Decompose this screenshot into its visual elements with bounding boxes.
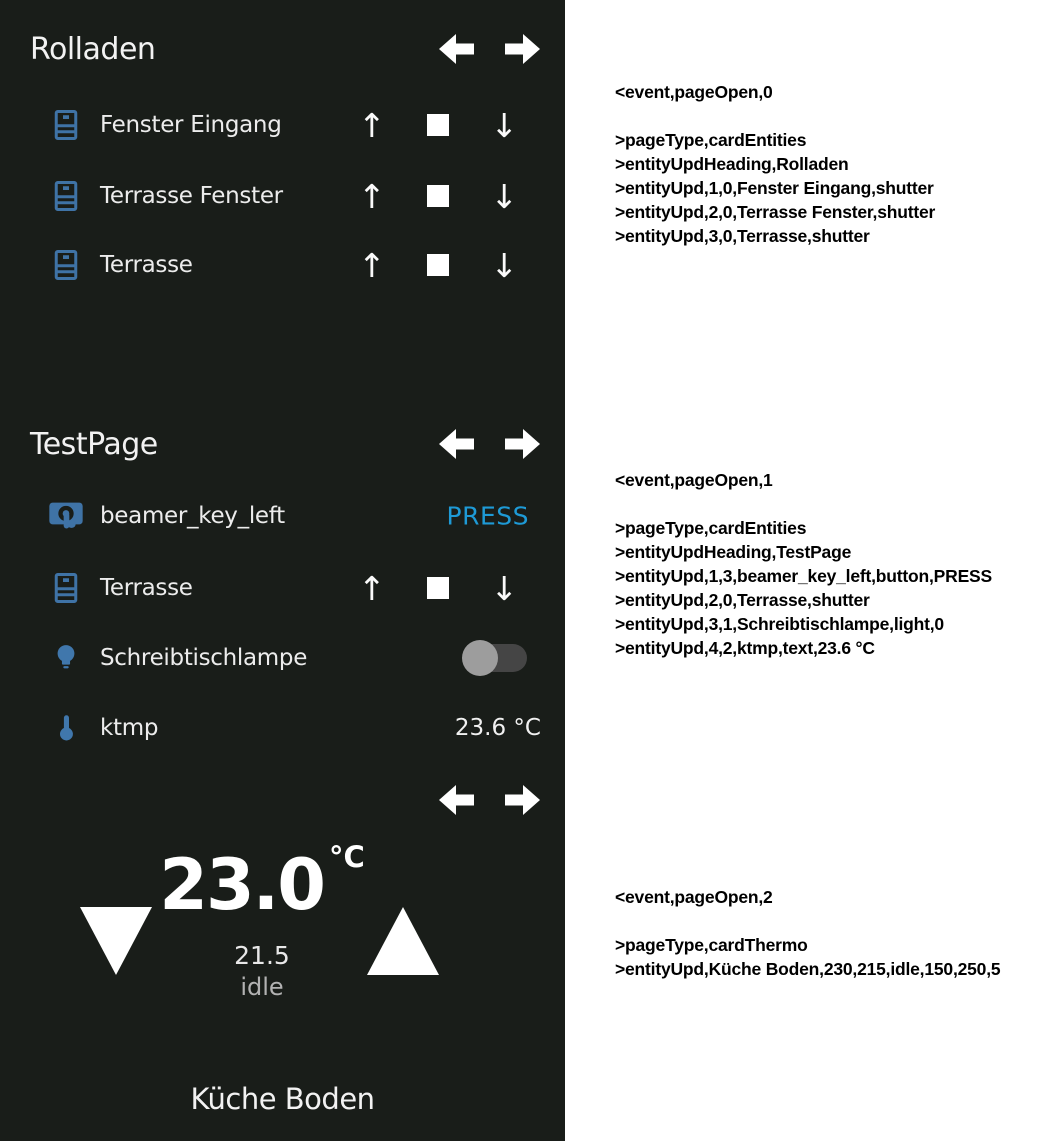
entity-label: Fenster Eingang [100, 112, 282, 138]
entity-row [46, 706, 542, 750]
shutter-up-button[interactable]: ↑ [358, 568, 386, 608]
stop-icon [427, 185, 449, 207]
thermostat-name: Küche Boden [190, 1082, 375, 1116]
entity-label: Terrasse Fenster [100, 183, 283, 209]
lightbulb-icon [46, 637, 86, 679]
protocol-block-page0 [615, 80, 935, 248]
nav-left-icon[interactable] [437, 783, 477, 817]
entity-label: Terrasse [100, 252, 193, 278]
entity-label: Terrasse [100, 575, 193, 601]
protocol-line: >entityUpdHeading,Rolladen [615, 154, 849, 174]
shutter-stop-button[interactable] [426, 576, 450, 600]
thermometer-icon [46, 707, 86, 749]
hvac-state: idle [240, 973, 284, 1001]
nav-right-icon[interactable] [502, 427, 542, 461]
protocol-line: >entityUpd,1,3,beamer_key_left,button,PRESS [615, 566, 992, 586]
shutter-down-button[interactable]: ↓ [490, 176, 518, 216]
tap-button-icon [46, 495, 86, 537]
sensor-value: 23.6 °C [454, 715, 541, 741]
entity-row [46, 174, 542, 218]
nav-left-icon[interactable] [437, 427, 477, 461]
shutter-icon [46, 104, 86, 146]
protocol-event-line: <event,pageOpen,1 [615, 470, 773, 490]
shutter-stop-button[interactable] [426, 253, 450, 277]
protocol-line: >entityUpd,3,1,Schreibtischlampe,light,0 [615, 614, 944, 634]
entity-label: Schreibtischlampe [100, 645, 308, 671]
nav-right-icon[interactable] [502, 783, 542, 817]
protocol-block-page1 [615, 468, 992, 660]
protocol-line: >entityUpd,2,0,Terrasse Fenster,shutter [615, 202, 936, 222]
press-button[interactable]: PRESS [446, 501, 529, 531]
temperature-unit: °C [328, 840, 365, 874]
protocol-line: >entityUpd,2,0,Terrasse,shutter [615, 590, 870, 610]
page-nav [437, 783, 542, 817]
stop-icon [427, 254, 449, 276]
protocol-line: >pageType,cardEntities [615, 130, 807, 150]
protocol-line: >entityUpd,4,2,ktmp,text,23.6 °C [615, 638, 875, 658]
page-title: Rolladen [30, 31, 156, 67]
shutter-down-button[interactable]: ↓ [490, 105, 518, 145]
entity-label: beamer_key_left [100, 503, 285, 529]
protocol-line: >entityUpd,Küche Boden,230,215,idle,150,250,5 [615, 959, 1001, 979]
shutter-icon [46, 567, 86, 609]
shutter-icon [46, 175, 86, 217]
shutter-controls [358, 174, 518, 218]
setpoint-value: 21.5 [234, 941, 290, 970]
shutter-icon [46, 244, 86, 286]
protocol-line: >entityUpd,1,0,Fenster Eingang,shutter [615, 178, 934, 198]
entity-row [46, 243, 542, 287]
card-rolladen-header [0, 27, 565, 71]
protocol-line: >pageType,cardThermo [615, 935, 808, 955]
protocol-event-line: <event,pageOpen,0 [615, 82, 773, 102]
page-title: TestPage [30, 426, 158, 462]
protocol-event-line: <event,pageOpen,2 [615, 887, 773, 907]
protocol-line: >entityUpdHeading,TestPage [615, 542, 852, 562]
protocol-block-page2 [615, 885, 1000, 981]
card-testpage-header [0, 422, 565, 466]
shutter-down-button[interactable]: ↓ [490, 245, 518, 285]
shutter-controls [358, 243, 518, 287]
protocol-line: >pageType,cardEntities [615, 518, 807, 538]
shutter-down-button[interactable]: ↓ [490, 568, 518, 608]
entity-label: ktmp [100, 715, 159, 741]
shutter-up-button[interactable]: ↑ [358, 176, 386, 216]
entity-row [46, 636, 542, 680]
shutter-controls [358, 566, 518, 610]
shutter-up-button[interactable]: ↑ [358, 245, 386, 285]
nav-right-icon[interactable] [502, 32, 542, 66]
light-toggle[interactable] [465, 644, 527, 672]
stop-icon [427, 577, 449, 599]
toggle-knob [462, 640, 498, 676]
protocol-line: >entityUpd,3,0,Terrasse,shutter [615, 226, 870, 246]
entity-row [46, 494, 542, 538]
entity-row [46, 566, 542, 610]
current-temperature-value: 23.0 [159, 844, 324, 926]
page-nav [437, 32, 542, 66]
shutter-stop-button[interactable] [426, 184, 450, 208]
shutter-up-button[interactable]: ↑ [358, 105, 386, 145]
page-nav [437, 427, 542, 461]
shutter-controls [358, 103, 518, 147]
nav-left-icon[interactable] [437, 32, 477, 66]
stop-icon [427, 114, 449, 136]
entity-row [46, 103, 542, 147]
shutter-stop-button[interactable] [426, 113, 450, 137]
